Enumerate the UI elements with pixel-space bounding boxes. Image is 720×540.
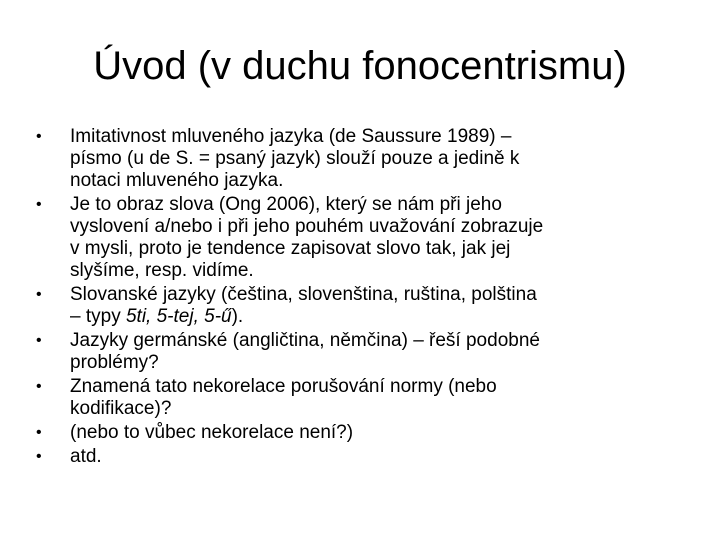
bullet-text-line: Jazyky germánské (angličtina, němčina) – řeší podobné bbox=[70, 330, 540, 351]
bullet-text-line: Znamená tato nekorelace porušování normy (nebo bbox=[70, 376, 497, 397]
bullet-text-line: (nebo to vůbec nekorelace není?) bbox=[70, 422, 354, 443]
bullet-text-prefix: – typy bbox=[70, 306, 126, 327]
bullet-item-obraz-slova bbox=[36, 194, 676, 282]
bullet-icon: • bbox=[36, 128, 42, 145]
bullet-text-line: vyslovení a/nebo i při jeho pouhém uvažování zobrazuje bbox=[70, 216, 544, 237]
bullet-text-line: Imitativnost mluveného jazyka (de Saussure 1989) – bbox=[70, 126, 512, 147]
bullet-item-atd bbox=[36, 446, 676, 468]
slide-title: Úvod (v duchu fonocentrismu) bbox=[93, 44, 627, 88]
bullet-text-italic: 5ti, 5-tej, 5-ű bbox=[125, 306, 232, 327]
bullet-text-suffix: ). bbox=[231, 306, 244, 327]
bullet-icon: • bbox=[36, 378, 42, 395]
bullet-item-germanske-jazyky bbox=[36, 330, 676, 374]
bullet-icon: • bbox=[36, 286, 42, 303]
bullet-icon: • bbox=[36, 424, 42, 441]
bullet-icon: • bbox=[36, 196, 42, 213]
bullet-text-line: písmo (u de S. = psaný jazyk) slouží pouze a jedině k bbox=[70, 148, 520, 169]
bullet-text-line: Je to obraz slova (Ong 2006), který se nám při jeho bbox=[70, 194, 502, 215]
bullet-item-nekorelace bbox=[36, 376, 676, 420]
bullet-text-line: kodifikace)? bbox=[70, 398, 172, 419]
bullet-text-line bbox=[70, 306, 676, 328]
bullet-icon: • bbox=[36, 448, 42, 465]
bullet-item-slovanske-jazyky bbox=[36, 284, 676, 328]
bullet-list bbox=[36, 126, 676, 470]
bullet-text-line: atd. bbox=[70, 446, 102, 467]
bullet-icon: • bbox=[36, 332, 42, 349]
bullet-text-line: notaci mluveného jazyka. bbox=[70, 170, 284, 191]
bullet-item-neni bbox=[36, 422, 676, 444]
bullet-text-line: Slovanské jazyky (čeština, slovenština, ruština, polština bbox=[70, 284, 537, 305]
bullet-text-line: v mysli, proto je tendence zapisovat slovo tak, jak jej bbox=[70, 238, 511, 259]
bullet-text-line: problémy? bbox=[70, 352, 159, 373]
bullet-item-imitativnost bbox=[36, 126, 676, 192]
bullet-text-line: slyšíme, resp. vidíme. bbox=[70, 260, 254, 281]
